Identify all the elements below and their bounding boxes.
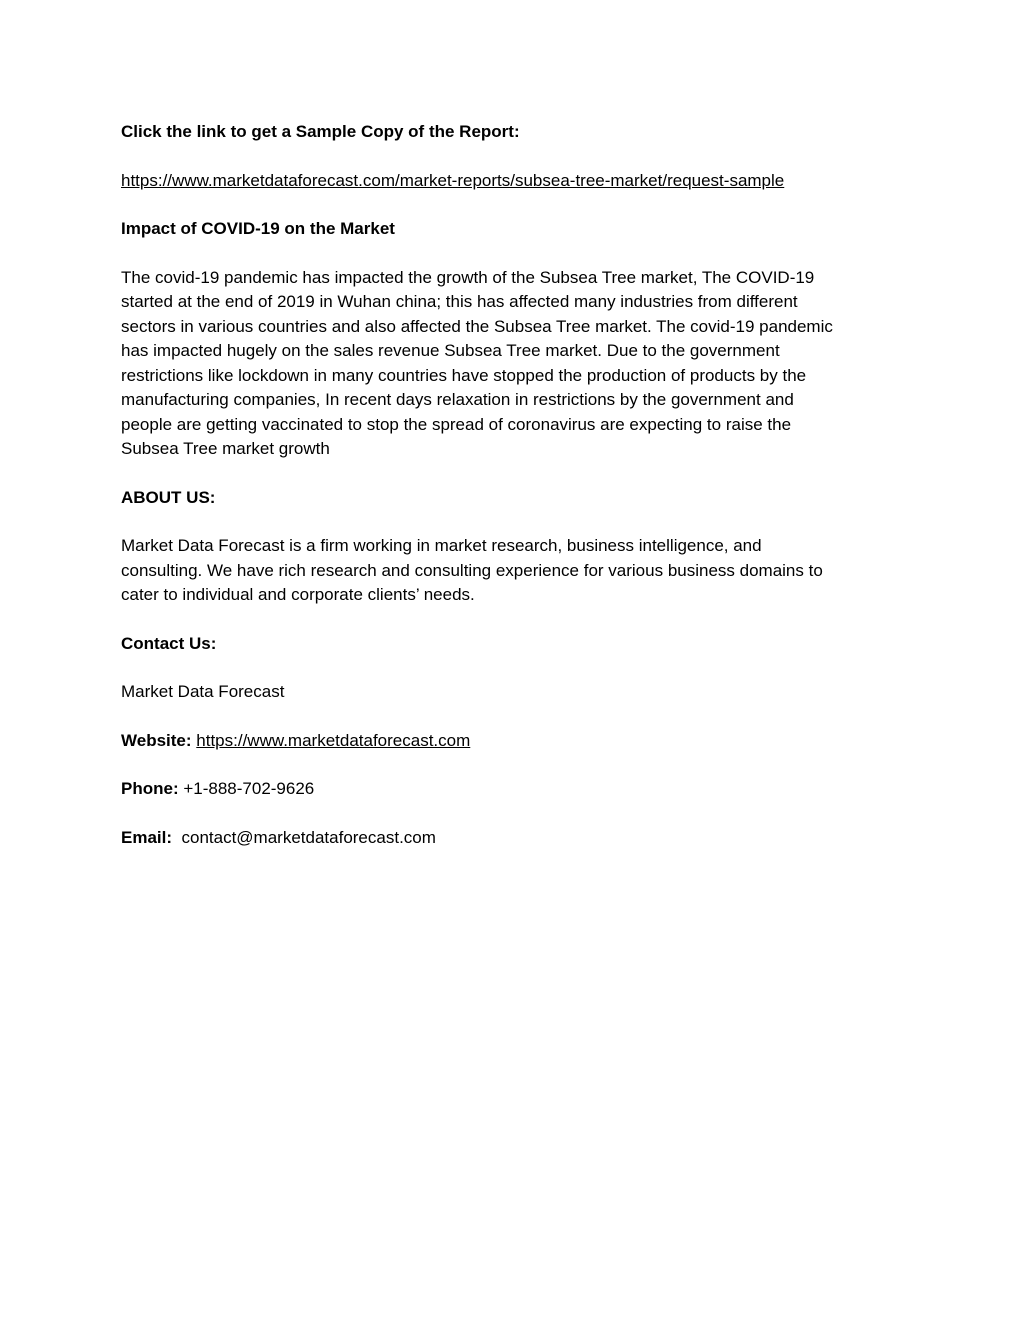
paragraph-line: restrictions like lockdown in many countries have stopped the production of products by the	[121, 365, 807, 385]
sample-link-line	[121, 169, 911, 194]
paragraph-line: Subsea Tree market growth	[121, 439, 330, 458]
phone-value: +1-888-702-9626	[183, 779, 315, 798]
covid-heading: Impact of COVID-19 on the Market	[121, 219, 395, 238]
sample-heading: Click the link to get a Sample Copy of the Report:	[121, 122, 520, 141]
covid-paragraph	[121, 266, 911, 462]
paragraph-line: Market Data Forecast is a firm working in market research, business intelligence, and	[121, 536, 762, 555]
contact-heading: Contact Us:	[121, 633, 217, 653]
website-link[interactable]: https://www.marketdataforecast.com	[196, 730, 471, 750]
website-label: Website:	[121, 730, 192, 750]
about-heading: ABOUT US:	[121, 487, 216, 507]
paragraph-line: consulting. We have rich research and consulting experience for various business domains to	[121, 560, 823, 580]
about-paragraph	[121, 534, 911, 608]
email-line	[121, 826, 911, 851]
sample-request-link[interactable]: https://www.marketdataforecast.com/market-reports/subsea-tree-market/request-sample	[121, 170, 785, 190]
document-page	[121, 120, 911, 850]
paragraph-line: started at the end of 2019 in Wuhan china; this has affected many industries from different	[121, 292, 798, 311]
phone-line	[121, 777, 911, 802]
company-name: Market Data Forecast	[121, 682, 285, 701]
email-label: Email:	[121, 827, 173, 847]
phone-label: Phone:	[121, 779, 179, 798]
paragraph-line: has impacted hugely on the sales revenue Subsea Tree market. Due to the government	[121, 341, 780, 360]
paragraph-line: The covid-19 pandemic has impacted the growth of the Subsea Tree market, The COVID-19	[121, 267, 815, 287]
paragraph-line: sectors in various countries and also affected the Subsea Tree market. The covid-19 pandemic	[121, 316, 833, 336]
paragraph-line: manufacturing companies, In recent days relaxation in restrictions by the government and	[121, 390, 794, 409]
website-line	[121, 729, 911, 754]
paragraph-line: cater to individual and corporate clients’ needs.	[121, 585, 475, 604]
email-value: contact@marketdataforecast.com	[181, 827, 436, 847]
paragraph-line: people are getting vaccinated to stop the spread of coronavirus are expecting to raise the	[121, 414, 792, 434]
